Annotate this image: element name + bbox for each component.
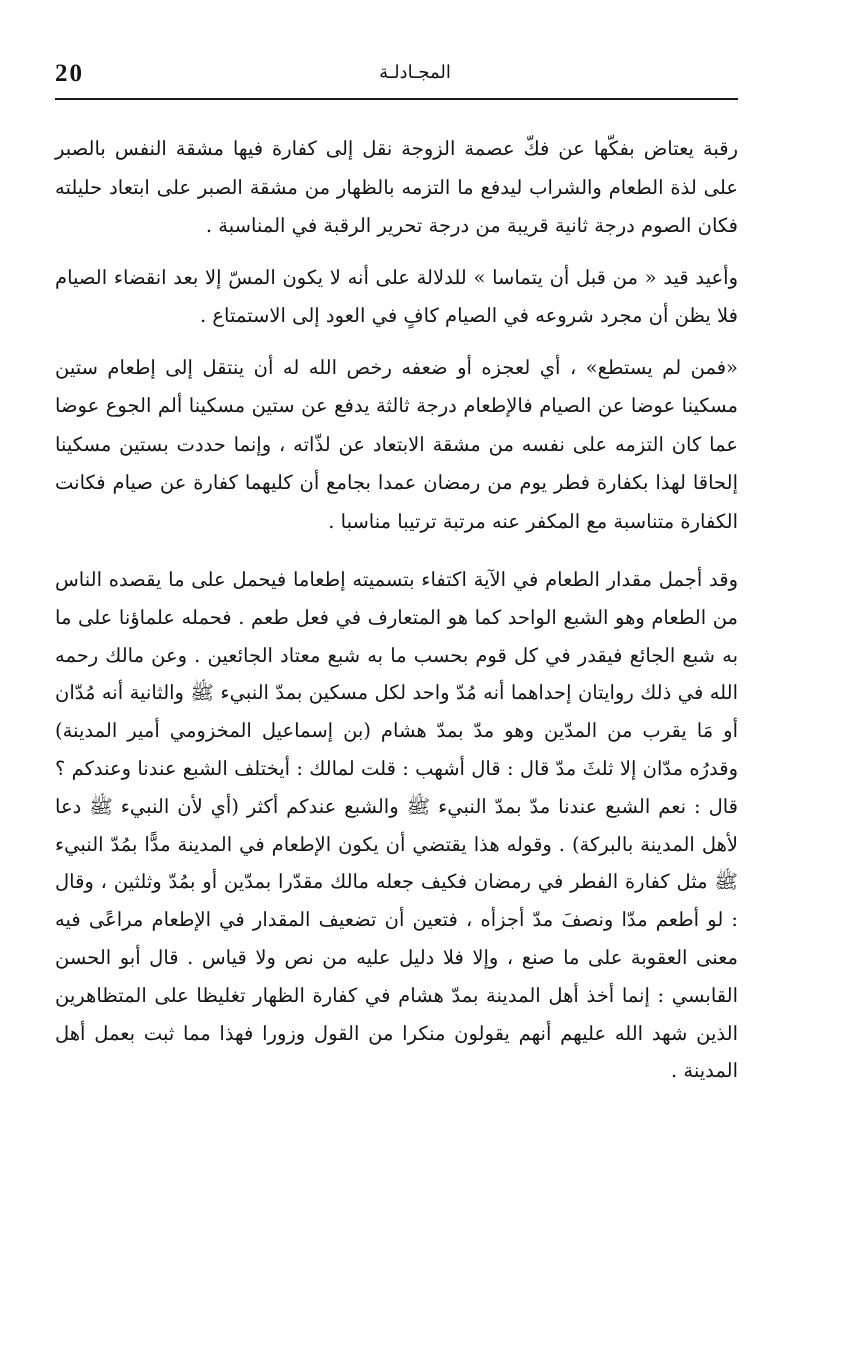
page-number: 20: [55, 60, 84, 87]
running-title: المجـادلـة: [379, 62, 451, 83]
page-header: [55, 58, 738, 104]
header-rule: [55, 98, 738, 100]
paragraph-4: وقد أجمل مقدار الطعام في الآية اكتفاء بتسميته إطعاما فيحمل على ما يقصده الناس من الطعام وهو الشبع الواحد كما هو المتعارف في فعل طعم . فحمله علماؤنا على ما به شبع الجائع فيقدر في كل قوم بحسب ما به شبع معتاد الجائعين . وعن مالك رحمه الله في ذلك روايتان إحداهما أنه مُدّ واحد لكل مسكين بمدّ النبيء ﷺ والثانية أنه مُدّان أو مَا يقرب من المدّين وهو مدّ بمدّ هشام (بن إسماعيل المخزومي أمير المدينة) وقدرُه مدّان إلا ثلثَ مدّ قال : قال أشهب : قلت لمالك : أيختلف الشبع عندنا وعندكم ؟ قال : نعم الشبع عندنا مدّ بمدّ النبيء ﷺ والشبع عندكم أكثر (أي لأن النبيء ﷺ دعا لأهل المدينة بالبركة) . وقوله هذا يقتضي أن يكون الإطعام في المدينة مدًّا بمُدّ النبيء ﷺ مثل كفارة الفطر في رمضان فكيف جعله مالك مقدّرا بمدّين أو بمُدّ وثلثين ، وقال : لو أطعم مدّا ونصفَ مدّ أجزأه ، فتعين أن تضعيف المقدار في الإطعام مراعًى فيه معنى العقوبة على ما صنع ، وإلا فلا دليل عليه من نص ولا قياس . قال أبو الحسن القابسي : إنما أخذ أهل المدينة بمدّ هشام في كفارة الظهار تغليظا على المتظاهرين الذين شهد الله عليهم أنهم يقولون منكرا من القول وزورا فهذا مما ثبت بعمل أهل المدينة .: [55, 568, 738, 1083]
body-text: [55, 130, 738, 1090]
paragraph-2: وأعيد قيد « من قبل أن يتماسا » للدلالة على أنه لا يكون المسّ إلا بعد انقضاء الصيام فلا يظن أن مجرد شروعه في الصيام كافٍ في العود إلى الاستمتاع .: [55, 265, 738, 327]
paragraph-1: رقبة يعتاض بفكّها عن فكّ عصمة الزوجة نقل إلى كفارة فيها مشقة النفس بالصبر على لذة الطعام والشراب ليدفع ما التزمه بالظهار من مشقة الصبر على ابتعاد حليلته فكان الصوم درجة ثانية قريبة من درجة تحرير الرقبة في المناسبة .: [55, 137, 738, 237]
paragraph-3: «فمن لم يستطع» ، أي لعجزه أو ضعفه رخص الله له أن ينتقل إلى إطعام ستين مسكينا عوضا عن الصيام فالإطعام درجة ثالثة يدفع عن ستين مسكينا ألم الجوع عوضا عما كان التزمه على نفسه من مشقة الابتعاد عن لذّاته ، وإنما حددت بستين مسكينا إلحاقا لهذا بكفارة فطر يوم من رمضان عمدا بجامع أن كليهما كفارة عن صيام فكانت الكفارة متناسبة مع المكفر عنه مرتبة ترتيبا مناسبا .: [55, 355, 738, 533]
